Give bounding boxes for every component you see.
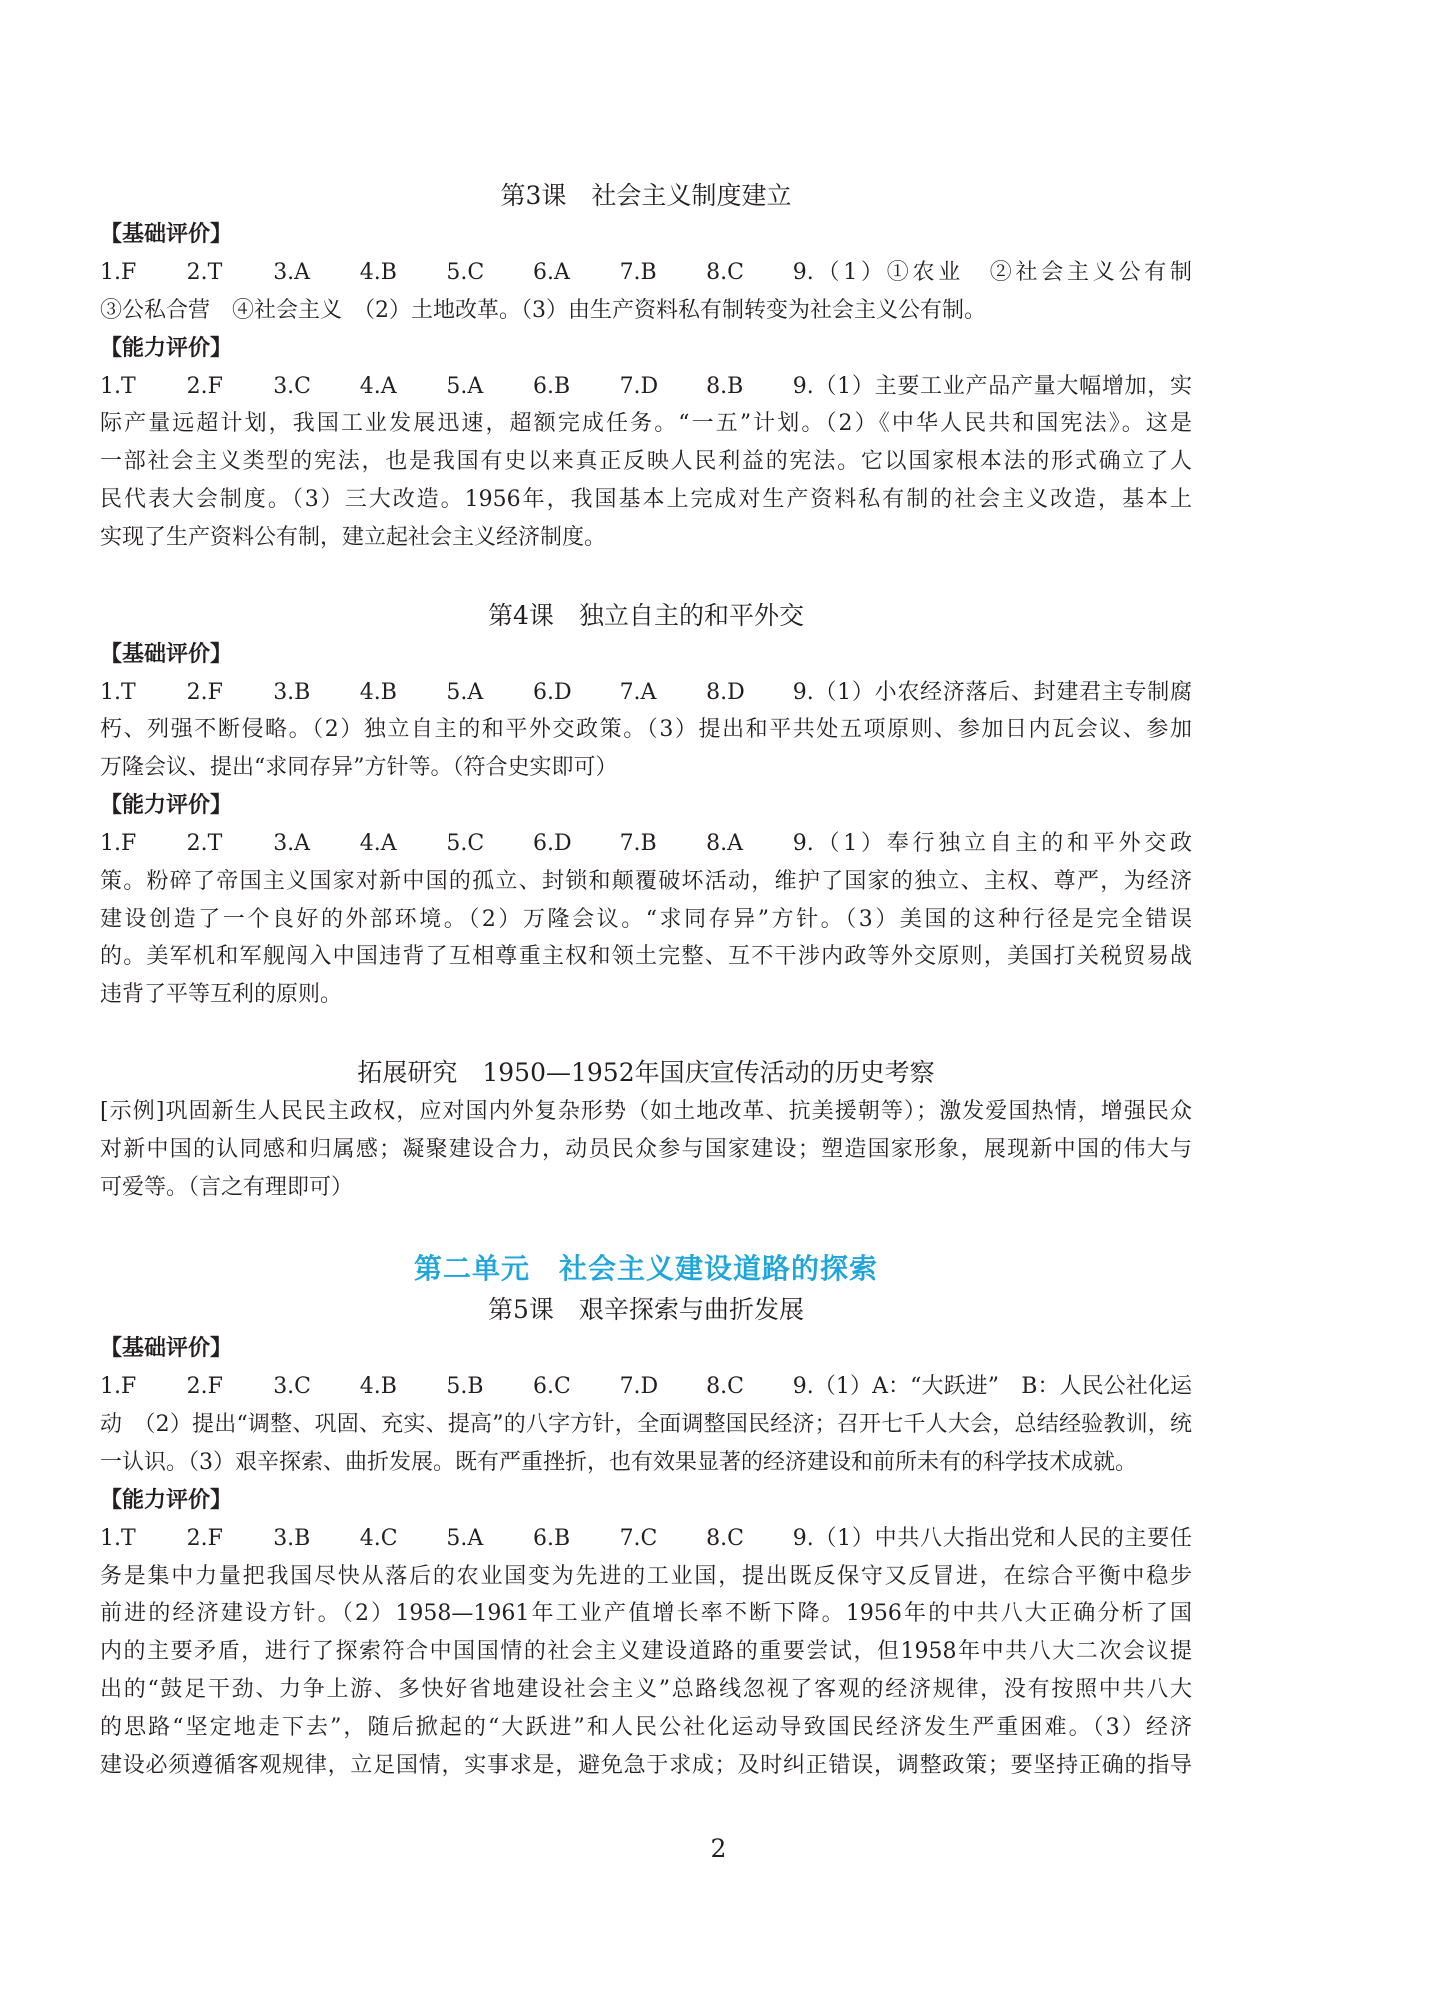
lesson-section [100,1053,1192,1206]
lesson-section [100,1248,1192,1784]
answer-line: ③公私合营 ④社会主义 （2）土地改革。（3）由生产资料私有制转变为社会主义公有制。 [100,297,986,323]
page-number: 2 [710,1834,727,1863]
answer-page [100,176,1192,1784]
choice-answer: 2.F [186,373,223,399]
choice-answer: 6.D [532,679,572,705]
evaluation-label: 【基础评价】 [100,222,233,247]
answer-line: 违背了平等互利的原则。 [100,982,343,1008]
choice-answer: 8.C [706,260,744,285]
choice-answer: 8.B [706,373,744,399]
answer-line: 一认识。（3）艰辛探索、曲折发展。既有严重挫折，也有效果显著的经济建设和前所未有的科学技术成就。 [100,1449,1138,1475]
choice-answer: 7.B [619,830,657,856]
choice-answer: 6.B [532,1525,571,1551]
answer-text: 9.（1）奉行独立自主的和平外交政 [792,830,1192,856]
lesson-title: 第5课 艰辛探索与曲折发展 [488,1295,804,1325]
answer-line [100,1520,1192,1558]
choice-answer: 8.C [706,1525,744,1551]
answer-text: 9.（1）①农业 ②社会主义公有制 [792,260,1192,285]
answer-line: 动 （2）提出“调整、巩固、充实、提高”的八字方针，全面调整国民经济；召开七千人大会，总结经验教训，统 [100,1412,1192,1438]
choice-answer: 5.B [446,1374,484,1400]
choice-answer: 4.C [359,1525,398,1551]
answer-text: 9.（1）主要工业产品产量大幅增加，实 [792,373,1192,399]
choice-answer: 8.A [706,830,744,856]
choice-answer: 4.B [359,260,397,285]
choice-answer: 1.T [100,1525,136,1551]
lesson-title: 第3课 社会主义制度建立 [500,181,792,210]
answer-line: 可爱等。（言之有理即可） [100,1174,354,1200]
lesson-section [100,596,1192,1014]
answer-text: 9.（1）小农经济落后、封建君主专制腐 [792,679,1192,705]
choice-answer: 8.C [706,1374,744,1400]
answer-text: 9.（1）中共八大指出党和人民的主要任 [792,1525,1192,1551]
evaluation-label: 【能力评价】 [100,1487,233,1513]
lesson-title: 第4课 独立自主的和平外交 [488,600,804,630]
choice-answer: 2.T [186,830,223,856]
choice-answer: 7.B [619,260,657,285]
answer-line: 实现了生产资料公有制，建立起社会主义经济制度。 [100,524,607,550]
answer-line: 策。粉碎了帝国主义国家对新中国的孤立、封锁和颠覆破坏活动，维护了国家的独立、主权、尊严，为经济 [100,868,1192,894]
evaluation-label: 【基础评价】 [100,1336,233,1362]
choice-answer: 2.F [186,679,223,705]
choice-answer: 4.A [359,373,397,399]
answer-line: 民代表大会制度。（3）三大改造。1956年，我国基本上完成对生产资料私有制的社会主义改造，基本上 [100,486,1192,512]
answer-line [100,674,1192,712]
answer-line: 对新中国的认同感和归属感；凝聚建设合力，动员民众参与国家建设；塑造国家形象，展现新中国的伟大与 [100,1136,1192,1162]
choice-answer: 7.D [619,373,659,399]
choice-answer: 8.D [706,679,745,705]
answer-line: 务是集中力量把我国尽快从落后的农业国变为先进的工业国，提出既反保守又反冒进，在综合平衡中稳步 [100,1563,1192,1589]
answer-line: 万隆会议、提出“求同存异”方针等。（符合史实即可） [100,755,618,781]
answer-line: 前进的经济建设方针。（2）1958—1961年工业产值增长率不断下降。1956年的中共八大正确分析了国 [100,1601,1192,1627]
evaluation-label: 【能力评价】 [100,792,233,818]
choice-answer: 2.F [186,1525,223,1551]
choice-answer: 2.F [186,1374,223,1400]
answer-line: 的。美军机和军舰闯入中国违背了互相尊重主权和领土完整、互不干涉内政等外交原则，美国打关税贸易战 [100,944,1192,970]
choice-answer: 1.F [100,830,137,856]
answer-line: 出的“鼓足干劲、力争上游、多快好省地建设社会主义”总路线忽视了客观的经济规律，没有按照中共八大 [100,1676,1192,1702]
choice-answer: 2.T [186,260,223,285]
evaluation-label: 【基础评价】 [100,641,233,667]
answer-line: 建设必须遵循客观规律，立足国情，实事求是，避免急于求成；及时纠正错误，调整政策；要坚持正确的指导 [100,1752,1192,1778]
choice-answer: 5.C [446,260,485,285]
answer-line: 建设创造了一个良好的外部环境。（2）万隆会议。“求同存异”方针。（3）美国的这种行径是完全错误 [100,906,1192,932]
evaluation-label: 【能力评价】 [100,335,233,361]
choice-answer: 6.A [532,260,570,285]
choice-answer: 3.C [273,373,312,399]
choice-answer: 3.C [273,1374,312,1400]
choice-answer: 1.F [100,1374,137,1400]
choice-answer: 3.B [273,1525,311,1551]
choice-answer: 1.F [100,260,137,285]
choice-answer: 5.A [446,373,484,399]
choice-answer: 7.C [619,1525,658,1551]
answer-line: 的思路“坚定地走下去”，随后掀起的“大跃进”和人民公社化运动导致国民经济发生严重困难。（3）经济 [100,1714,1192,1740]
choice-answer: 6.D [532,830,572,856]
choice-answer: 5.A [446,679,484,705]
choice-answer: 3.B [273,679,311,705]
choice-answer: 7.D [619,1374,659,1400]
lesson-section [100,176,1192,557]
answer-line [100,368,1192,406]
answer-line [100,825,1192,863]
choice-answer: 6.B [532,373,571,399]
lesson-title: 拓展研究 1950—1952年国庆宣传活动的历史考察 [357,1057,935,1087]
choice-answer: 3.A [273,260,311,285]
choice-answer: 4.B [359,1374,397,1400]
choice-answer: 1.T [100,373,136,399]
choice-answer: 6.C [532,1374,571,1400]
choice-answer: 5.A [446,1525,484,1551]
answer-line: 朽、列强不断侵略。（2）独立自主的和平外交政策。（3）提出和平共处五项原则、参加日内瓦会议、参加 [100,717,1192,743]
answer-text: 9.（1）A：“大跃进” B：人民公社化运 [792,1374,1192,1400]
answer-line: 内的主要矛盾，进行了探索符合中国国情的社会主义建设道路的重要尝试，但1958年中共八大二次会议提 [100,1639,1192,1665]
answer-line [100,1368,1192,1406]
choice-answer: 5.C [446,830,485,856]
choice-answer: 4.B [359,679,397,705]
answer-line: 际产量远超计划，我国工业发展迅速，超额完成任务。“一五”计划。（2）《中华人民共和国宪法》。这是 [100,411,1192,437]
unit-title: 第二单元 社会主义建设道路的探索 [413,1252,878,1286]
answer-line: 一部社会主义类型的宪法，也是我国有史以来真正反映人民利益的宪法。它以国家根本法的形式确立了人 [100,449,1192,475]
answer-line: [示例]巩固新生人民民主政权，应对国内外复杂形势（如土地改革、抗美援朝等）；激发爱国热情，增强民众 [100,1098,1192,1124]
choice-answer: 4.A [359,830,397,856]
choice-answer: 3.A [273,830,311,856]
choice-answer: 7.A [619,679,657,705]
answer-line [100,254,1192,292]
choice-answer: 1.T [100,679,136,705]
